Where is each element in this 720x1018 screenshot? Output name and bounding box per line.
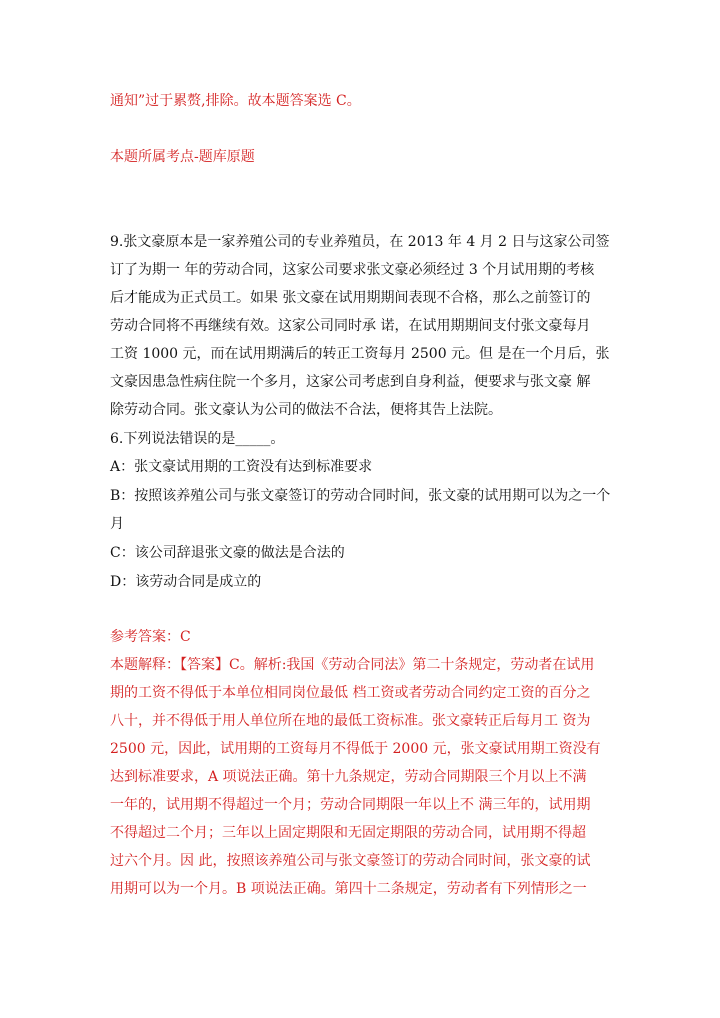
explanation-line: 用期可以为一个月。B 项说法正确。第四十二条规定，劳动者有下列情形之一 xyxy=(110,881,587,897)
passage-line: 文豪因患急性病住院一个多月，这家公司考虑到自身利益，便要求与张文豪 解 xyxy=(110,374,591,390)
passage-line: 劳动合同将不再继续有效。这家公司同时承 诺，在试用期期间支付张文豪每月 xyxy=(110,318,591,334)
option-b-continued: 月 xyxy=(110,516,124,532)
option-b: B：按照该养殖公司与张文豪签订的劳动合同时间，张文豪的试用期可以为之一个 xyxy=(110,488,611,504)
explanation-line: 不得超过二个月；三年以上固定期限和无固定期限的劳动合同，试用期不得超 xyxy=(110,825,586,841)
previous-explanation-tail: 通知”过于累赘,排除。故本题答案选 C。 xyxy=(110,93,361,109)
passage-line: 订了为期一 年的劳动合同，这家公司要求张文豪必须经过 3 个月试用期的考核 xyxy=(110,262,595,278)
option-c: C：该公司辞退张文豪的做法是合法的 xyxy=(110,545,345,561)
explanation-line: 一年的，试用期不得超过一个月；劳动合同期限一年以上不 满三年的，试用期 xyxy=(110,797,591,813)
question-prompt: 6.下列说法错误的是_____。 xyxy=(110,431,285,447)
explanation-line: 达到标准要求，A 项说法正确。第十九条规定，劳动合同期限三个月以上不满 xyxy=(110,769,587,785)
passage-line: 9.张文豪原本是一家养殖公司的专业养殖员，在 2013 年 4 月 2 日与这家公司签 xyxy=(110,234,610,250)
passage-line: 除劳动合同。张文豪认为公司的做法不合法，便将其告上法院。 xyxy=(110,402,502,418)
passage-line: 工资 1000 元，而在试用期满后的转正工资每月 2500 元。但 是在一个月后，张 xyxy=(110,346,610,362)
option-d: D：该劳动合同是成立的 xyxy=(110,574,262,590)
option-a: A：张文豪试用期的工资没有达到标准要求 xyxy=(110,459,373,475)
explanation-line: 八十，并不得低于用人单位所在地的最低工资标准。张文豪转正后每月工 资为 xyxy=(110,713,591,729)
passage-line: 后才能成为正式员工。如果 张文豪在试用期期间表现不合格，那么之前签订的 xyxy=(110,290,591,306)
explanation-line: 2500 元，因此，试用期的工资每月不得低于 2000 元，张文豪试用期工资没有 xyxy=(110,741,601,757)
reference-answer: 参考答案：C xyxy=(110,629,191,645)
explanation-line: 本题解释：【答案】C。解析:我国《劳动合同法》第二十条规定，劳动者在试用 xyxy=(110,657,595,673)
explanation-line: 过六个月。因 此，按照该养殖公司与张文豪签订的劳动合同时间，张文豪的试 xyxy=(110,853,591,869)
explanation-line: 期的工资不得低于本单位相同岗位最低 档工资或者劳动合同约定工资的百分之 xyxy=(110,685,591,701)
source-note: 本题所属考点-题库原题 xyxy=(110,149,255,165)
